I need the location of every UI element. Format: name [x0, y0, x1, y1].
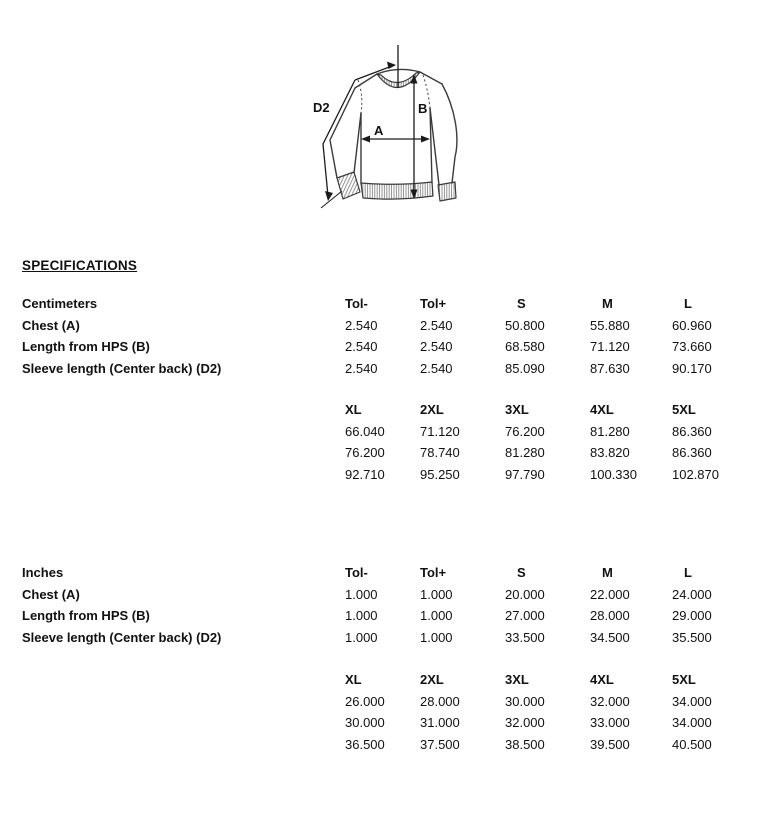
- cell-value: 1.000: [345, 586, 378, 602]
- cell-value: 86.360: [672, 445, 712, 460]
- table-row: [22, 712, 767, 734]
- cell-value: 81.280: [590, 423, 630, 439]
- in-table-xl-5xl: [22, 669, 767, 755]
- cell-value: 66.040: [345, 423, 385, 439]
- right-shoulder-seam: [420, 72, 442, 84]
- table-row: [22, 691, 767, 713]
- row-label-sleeve-length: Sleeve length (Center back) (D2): [22, 629, 222, 645]
- empty-label-cell: [22, 464, 345, 486]
- col-header-4xl: 4XL: [590, 672, 614, 687]
- empty-label-cell: [22, 669, 345, 691]
- col-header-s: S: [517, 296, 526, 311]
- diagram-label-a: A: [374, 123, 384, 138]
- cell-value: 90.170: [672, 360, 712, 376]
- cell-value: 1.000: [345, 629, 378, 645]
- col-header-5xl: 5XL: [672, 402, 696, 417]
- table-row: [22, 421, 767, 443]
- cell-value: 31.000: [420, 715, 460, 730]
- cell-value: 2.540: [345, 339, 378, 354]
- cell-value: 39.500: [590, 736, 630, 752]
- cell-value: 2.540: [420, 339, 453, 354]
- cell-value: 1.000: [420, 608, 453, 623]
- left-sleeve-outline: [330, 88, 355, 178]
- row-label-length-hps: Length from HPS (B): [22, 339, 150, 354]
- empty-label-cell: [22, 712, 345, 734]
- unit-label-centimeters: Centimeters: [22, 296, 98, 311]
- cell-value: 32.000: [590, 693, 630, 709]
- cell-value: 60.960: [672, 317, 712, 333]
- cell-value: 78.740: [420, 445, 460, 460]
- cell-value: 1.000: [345, 608, 378, 623]
- cell-value: 27.000: [505, 608, 545, 623]
- cell-value: 28.000: [420, 693, 460, 709]
- col-header-xl: XL: [345, 402, 362, 417]
- cell-value: 95.250: [420, 466, 460, 482]
- cell-value: 38.500: [505, 736, 545, 752]
- col-header-3xl: 3XL: [505, 672, 529, 687]
- row-label-chest: Chest (A): [22, 586, 80, 602]
- cell-value: 1.000: [420, 586, 453, 602]
- col-header-2xl: 2XL: [420, 402, 444, 417]
- row-label-chest: Chest (A): [22, 317, 80, 333]
- cell-value: 37.500: [420, 736, 460, 752]
- cell-value: 24.000: [672, 586, 712, 602]
- left-cuff: [337, 172, 360, 199]
- cell-value: 50.800: [505, 317, 545, 333]
- cell-value: 34.000: [672, 715, 712, 730]
- cell-value: 32.000: [505, 715, 545, 730]
- left-sleeve-inner: [354, 113, 361, 173]
- cell-value: 97.790: [505, 466, 545, 482]
- col-header-m: M: [602, 296, 613, 311]
- cell-value: 28.000: [590, 608, 630, 623]
- col-header-3xl: 3XL: [505, 402, 529, 417]
- diagram-label-b: B: [418, 101, 428, 116]
- sweatshirt-measurement-diagram: [297, 12, 487, 227]
- right-cuff: [438, 182, 456, 201]
- a-arrowhead-left: [361, 136, 370, 143]
- col-header-l: L: [684, 565, 692, 580]
- table-header-row: [22, 669, 767, 691]
- cell-value: 29.000: [672, 608, 712, 623]
- cm-table-tol-sml: [22, 293, 767, 379]
- cell-value: 26.000: [345, 693, 385, 709]
- cell-value: 76.200: [345, 445, 385, 460]
- cell-value: 92.710: [345, 466, 385, 482]
- col-header-tol-plus: Tol+: [420, 296, 447, 311]
- cell-value: 30.000: [345, 715, 385, 730]
- empty-label-cell: [22, 442, 345, 464]
- cell-value: 2.540: [345, 360, 378, 376]
- cell-value: 40.500: [672, 736, 712, 752]
- table-row: [22, 627, 767, 649]
- cell-value: 22.000: [590, 586, 630, 602]
- right-sleeve-outline: [442, 84, 457, 183]
- a-arrowhead-right: [421, 136, 430, 143]
- col-header-4xl: 4XL: [590, 402, 614, 417]
- table-header-row: [22, 399, 767, 421]
- empty-label-cell: [22, 734, 345, 756]
- table-row: [22, 734, 767, 756]
- cell-value: 85.090: [505, 360, 545, 376]
- col-header-tol-minus: Tol-: [345, 565, 368, 580]
- cell-value: 76.200: [505, 423, 545, 439]
- col-header-5xl: 5XL: [672, 672, 696, 687]
- cell-value: 86.360: [672, 423, 712, 439]
- cell-value: 2.540: [420, 317, 453, 333]
- row-label-length-hps: Length from HPS (B): [22, 608, 150, 623]
- col-header-2xl: 2XL: [420, 672, 444, 687]
- row-label-sleeve-length: Sleeve length (Center back) (D2): [22, 360, 222, 376]
- table-row: [22, 584, 767, 606]
- table-header-row: [22, 562, 767, 584]
- d2-arrowhead-top: [387, 62, 396, 70]
- cell-value: 20.000: [505, 586, 545, 602]
- table-row: [22, 315, 767, 337]
- sleeve-length-arrow-d2-top: [355, 66, 392, 80]
- cell-value: 55.880: [590, 317, 630, 333]
- table-row: [22, 605, 767, 627]
- cell-value: 1.000: [420, 629, 453, 645]
- table-row: [22, 336, 767, 358]
- cell-value: 2.540: [420, 360, 453, 376]
- col-header-s: S: [517, 565, 526, 580]
- cell-value: 71.120: [590, 339, 630, 354]
- cell-value: 34.000: [672, 693, 712, 709]
- col-header-tol-minus: Tol-: [345, 296, 368, 311]
- table-row: [22, 358, 767, 380]
- cell-value: 35.500: [672, 629, 712, 645]
- cell-value: 83.820: [590, 445, 630, 460]
- col-header-xl: XL: [345, 672, 362, 687]
- empty-label-cell: [22, 691, 345, 713]
- col-header-tol-plus: Tol+: [420, 565, 447, 580]
- cell-value: 102.870: [672, 466, 719, 482]
- table-header-row: [22, 293, 767, 315]
- cell-value: 30.000: [505, 693, 545, 709]
- cell-value: 2.540: [345, 317, 378, 333]
- cell-value: 81.280: [505, 445, 545, 460]
- cell-value: 34.500: [590, 629, 630, 645]
- cell-value: 68.580: [505, 339, 545, 354]
- cell-value: 73.660: [672, 339, 712, 354]
- hem-band: [361, 182, 433, 199]
- cell-value: 87.630: [590, 360, 630, 376]
- cm-table-xl-5xl: [22, 399, 767, 485]
- in-table-tol-sml: [22, 562, 767, 648]
- empty-label-cell: [22, 399, 345, 421]
- table-row: [22, 442, 767, 464]
- cell-value: 36.500: [345, 736, 385, 752]
- cell-value: 71.120: [420, 423, 460, 439]
- empty-label-cell: [22, 421, 345, 443]
- page-title: SPECIFICATIONS: [22, 258, 138, 273]
- col-header-m: M: [602, 565, 613, 580]
- cell-value: 100.330: [590, 466, 637, 482]
- table-row: [22, 464, 767, 486]
- diagram-label-d2: D2: [313, 100, 330, 115]
- col-header-l: L: [684, 296, 692, 311]
- cell-value: 33.500: [505, 629, 545, 645]
- unit-label-inches: Inches: [22, 565, 64, 580]
- cell-value: 33.000: [590, 715, 630, 730]
